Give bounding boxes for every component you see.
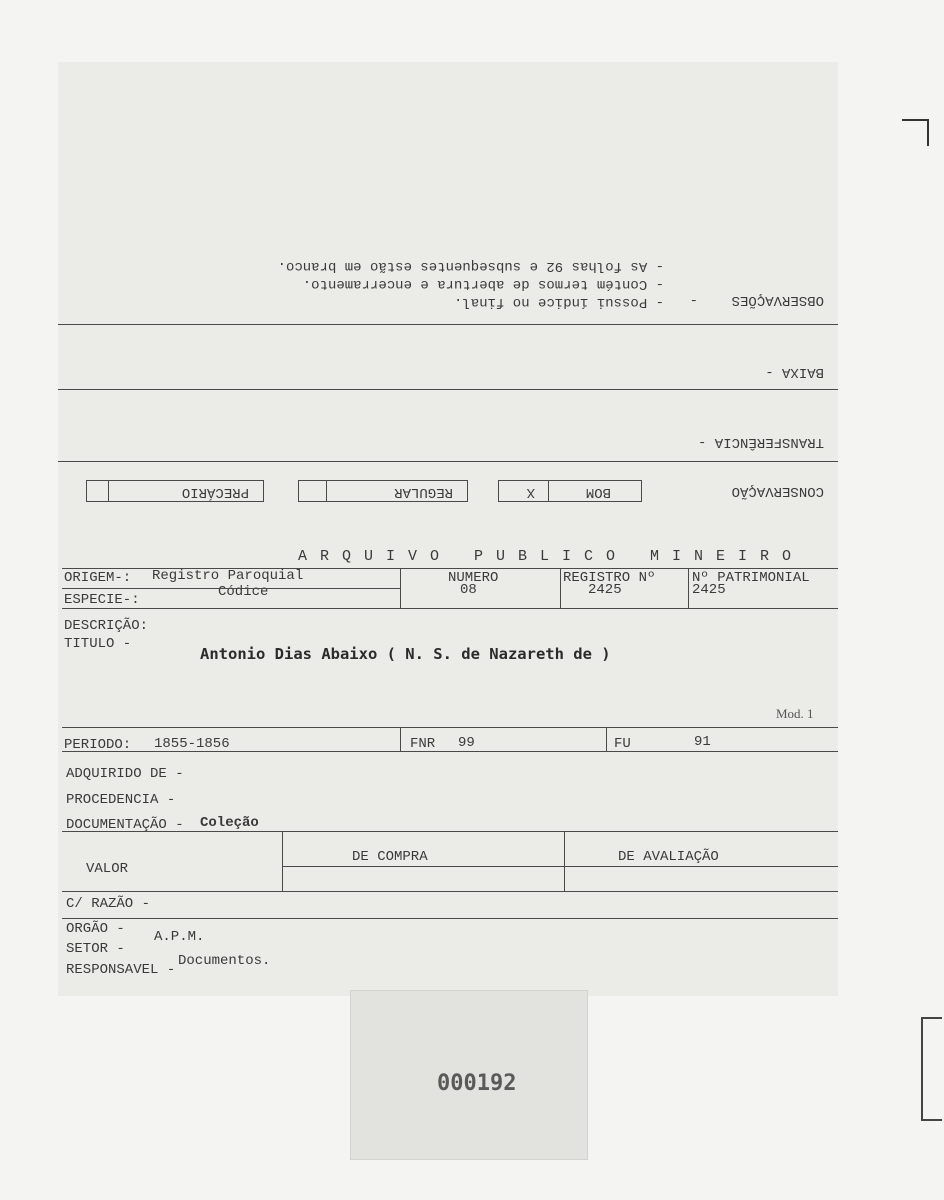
- descricao-label: DESCRIÇÃO:: [64, 618, 149, 634]
- transferencia-label: TRANSFERÊNCIA -: [697, 434, 824, 450]
- documentacao-label: DOCUMENTAÇÃO -: [66, 817, 184, 833]
- fu-label: FU: [614, 736, 631, 752]
- divider-line: [58, 324, 838, 325]
- divider-line: [62, 831, 838, 832]
- column-divider: [282, 831, 283, 891]
- divider-line: [62, 727, 838, 728]
- inverted-header-section: [58, 260, 838, 540]
- corner-mark: [900, 114, 940, 154]
- baixa-label: BAIXA -: [765, 364, 824, 380]
- de-avaliacao-label: DE AVALIAÇÃO: [618, 849, 719, 865]
- column-divider: [688, 568, 689, 608]
- column-divider: [564, 831, 565, 891]
- column-divider: [400, 727, 401, 751]
- mod-label: Mod. 1: [776, 706, 814, 721]
- numero-value: 08: [460, 582, 477, 598]
- periodo-label: PERIODO:: [64, 737, 132, 753]
- origem-underline: [62, 588, 400, 589]
- registro-value: 2425: [588, 582, 622, 598]
- divider-line: [62, 608, 838, 609]
- conservacao-precario-label: PRECÁRIO: [181, 484, 249, 500]
- conservacao-precario-box: [86, 480, 264, 502]
- patrimonial-label: Nº PATRIMONIAL: [692, 570, 810, 586]
- observacoes-item: - Contém termos de abertura e encerramento.: [302, 276, 664, 292]
- orgao-value: A.P.M.: [154, 929, 205, 945]
- setor-value: Documentos.: [178, 953, 271, 969]
- conservacao-regular-label: REGULAR: [394, 484, 453, 500]
- conservacao-bom-label: BOM: [585, 484, 611, 500]
- observacoes-label: OBSERVAÇÕES: [731, 292, 824, 308]
- razao-label: C/ RAZÃO -: [66, 896, 151, 912]
- divider-line: [58, 461, 838, 462]
- procedencia-label: PROCEDENCIA -: [66, 792, 176, 808]
- column-divider: [560, 568, 561, 608]
- column-divider: [400, 568, 401, 608]
- adquirido-label: ADQUIRIDO DE -: [66, 766, 184, 782]
- responsavel-label: RESPONSAVEL -: [66, 962, 176, 978]
- divider-line: [62, 918, 838, 919]
- registro-label: REGISTRO Nº: [563, 570, 656, 586]
- stamp-number: 000192: [437, 1071, 517, 1096]
- origem-label: ORIGEM-:: [64, 570, 132, 586]
- titulo-label: TITULO -: [64, 636, 132, 652]
- column-divider: [606, 727, 607, 751]
- orgao-label: ORGÃO -: [66, 921, 125, 937]
- divider-line: [62, 751, 838, 752]
- edge-bracket: [918, 1016, 944, 1126]
- observacoes-dash: -: [689, 292, 698, 308]
- conservacao-regular-box: [298, 480, 468, 502]
- de-compra-label: DE COMPRA: [352, 849, 428, 865]
- setor-label: SETOR -: [66, 941, 125, 957]
- divider-line: [282, 866, 838, 867]
- valor-label: VALOR: [86, 861, 129, 877]
- patrimonial-value: 2425: [692, 582, 726, 598]
- especie-value: Códice: [218, 584, 269, 600]
- conservacao-bom-box: [498, 480, 642, 502]
- conservacao-label: CONSERVAÇÃO: [731, 483, 824, 499]
- observacoes-item: - As folhas 92 e subsequentes estão em branco.: [277, 258, 664, 274]
- documentacao-value: Coleção: [200, 815, 259, 831]
- especie-label: ESPECIE-:: [64, 592, 140, 608]
- divider-line: [58, 389, 838, 390]
- titulo-value: Antonio Dias Abaixo ( N. S. de Nazareth de ): [200, 645, 611, 663]
- conservacao-bom-mark: X: [526, 484, 535, 500]
- origem-value: Registro Paroquial: [152, 568, 304, 584]
- observacoes-item: - Possui índice no final.: [453, 294, 664, 310]
- institution-title: ARQUIVO PUBLICO MINEIRO: [298, 548, 805, 565]
- fnr-label: FNR: [410, 736, 436, 752]
- divider-line: [62, 891, 838, 892]
- fnr-value: 99: [458, 735, 475, 751]
- numero-label: NUMERO: [448, 570, 499, 586]
- periodo-value: 1855-1856: [154, 736, 230, 752]
- archive-stamp: [350, 990, 588, 1160]
- fu-value: 91: [694, 734, 711, 750]
